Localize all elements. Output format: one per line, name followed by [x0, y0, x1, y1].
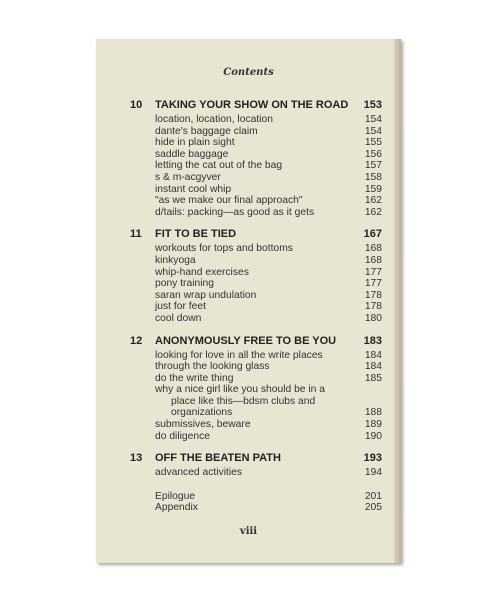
- entry-page-number: 162: [364, 206, 382, 218]
- entry-page-number: 178: [364, 301, 382, 313]
- entry-title: letting the cat out of the bag: [155, 160, 283, 172]
- toc-entry: [130, 160, 382, 172]
- entry-title: d/tails: packing—as good as it gets: [155, 206, 315, 218]
- toc-entry: [130, 350, 382, 362]
- entry-title: dante's baggage claim: [155, 125, 258, 137]
- chapter-heading: [130, 228, 382, 243]
- toc-entry: [130, 301, 382, 313]
- chapter-number: 10: [130, 99, 143, 111]
- toc-entry: [130, 255, 382, 267]
- entry-title: Appendix: [155, 502, 198, 514]
- entry-title: kinkyoga: [155, 254, 196, 266]
- entry-title: through the looking glass: [155, 361, 270, 373]
- chapter-11: [130, 228, 382, 324]
- toc-entry: [130, 290, 382, 302]
- chapter-number: 12: [130, 334, 143, 347]
- entry-title: do diligence: [155, 430, 210, 442]
- book-page: [96, 39, 401, 563]
- entry-page-number: 201: [364, 490, 382, 502]
- chapter-number: 11: [130, 228, 142, 241]
- entry-title: advanced activities: [155, 467, 243, 479]
- toc-entry: [130, 361, 382, 373]
- entry-page-number: 162: [364, 195, 382, 207]
- chapter-page-number: 153: [363, 99, 382, 111]
- entry-page-number: 184: [364, 361, 382, 373]
- toc-entry: [130, 431, 382, 443]
- entry-title: location, location, location: [155, 114, 273, 125]
- toc-entry: [130, 373, 382, 385]
- back-matter: [130, 491, 382, 514]
- entry-page-number: 185: [364, 372, 382, 384]
- chapter-page-number: 193: [363, 452, 382, 465]
- entry-title: Epilogue: [155, 490, 196, 502]
- entry-page-number: 205: [364, 502, 382, 514]
- entry-title-continued: organizations: [171, 407, 233, 419]
- page-folio: viii: [239, 526, 258, 537]
- chapter-title: ANONYMOUSLY FREE TO BE YOU: [155, 334, 337, 347]
- entry-title: submissives, beware: [155, 419, 251, 431]
- chapter-page-number: 167: [363, 228, 382, 241]
- page-gutter-shadow: [394, 39, 401, 563]
- toc-entry: [130, 114, 382, 126]
- chapter-heading: [130, 99, 382, 114]
- toc-entry: [130, 126, 382, 138]
- toc-entry: [130, 137, 382, 149]
- toc-entry: [130, 467, 382, 479]
- chapter-heading: [130, 452, 382, 467]
- entry-page-number: 188: [364, 407, 382, 419]
- entry-page-number: 156: [364, 148, 382, 160]
- chapter-title: TAKING YOUR SHOW ON THE ROAD: [155, 99, 349, 111]
- entry-title: s & m-acgyver: [155, 171, 221, 183]
- toc-entry: [130, 384, 382, 419]
- entry-title: hide in plain sight: [155, 137, 235, 149]
- chapter-number: 13: [130, 452, 143, 465]
- entry-page-number: 168: [364, 243, 382, 255]
- entry-page-number: 168: [364, 254, 382, 266]
- entry-title: why a nice girl like you should be in a: [155, 384, 325, 396]
- toc-entry-appendix: [130, 502, 382, 514]
- entry-page-number: 184: [364, 349, 382, 361]
- chapter-title: OFF THE BEATEN PATH: [155, 452, 281, 465]
- running-head: Contents: [223, 67, 274, 78]
- entry-title: "as we make our final approach": [155, 195, 303, 207]
- entry-title-continued: place like this—bdsm clubs and: [171, 395, 316, 407]
- entry-title: looking for love in all the write places: [155, 349, 323, 361]
- entry-page-number: 158: [364, 171, 382, 183]
- entry-page-number: 177: [364, 266, 382, 278]
- entry-title: do the write thing: [155, 372, 234, 384]
- chapter-heading: [130, 335, 382, 350]
- entry-title: pony training: [155, 278, 214, 290]
- chapter-13: [130, 452, 382, 479]
- toc-entry: [130, 243, 382, 255]
- entry-page-number: 159: [364, 183, 382, 195]
- chapter-12: [130, 335, 382, 443]
- entry-title: cool down: [155, 312, 202, 324]
- entry-page-number: 190: [364, 430, 382, 442]
- entry-page-number: 154: [364, 114, 382, 125]
- toc-entry: [130, 313, 382, 325]
- chapter-page-number: 183: [363, 334, 382, 347]
- entry-title: saran wrap undulation: [155, 289, 257, 301]
- toc-entry: [130, 195, 382, 207]
- entry-page-number: 189: [364, 419, 382, 431]
- toc-entry: [130, 267, 382, 279]
- entry-page-number: 180: [364, 312, 382, 324]
- toc-entry: [130, 278, 382, 290]
- table-of-contents: [130, 99, 382, 514]
- entry-page-number: 154: [364, 125, 382, 137]
- toc-entry: [130, 207, 382, 219]
- toc-entry: [130, 184, 382, 196]
- entry-title: instant cool whip: [155, 183, 232, 195]
- chapter-10: [130, 99, 382, 218]
- entry-page-number: 194: [364, 467, 382, 479]
- toc-entry-epilogue: [130, 491, 382, 503]
- entry-title: just for feet: [155, 301, 206, 313]
- toc-entry: [130, 172, 382, 184]
- toc-entry: [130, 419, 382, 431]
- entry-page-number: 178: [364, 289, 382, 301]
- entry-title: whip-hand exercises: [155, 266, 249, 278]
- chapter-title: FIT TO BE TIED: [155, 228, 237, 241]
- entry-page-number: 155: [364, 137, 382, 149]
- entry-page-number: 177: [364, 278, 382, 290]
- entry-page-number: 157: [364, 160, 382, 172]
- entry-title: workouts for tops and bottoms: [155, 243, 293, 255]
- toc-entry: [130, 149, 382, 161]
- entry-title: saddle baggage: [155, 148, 229, 160]
